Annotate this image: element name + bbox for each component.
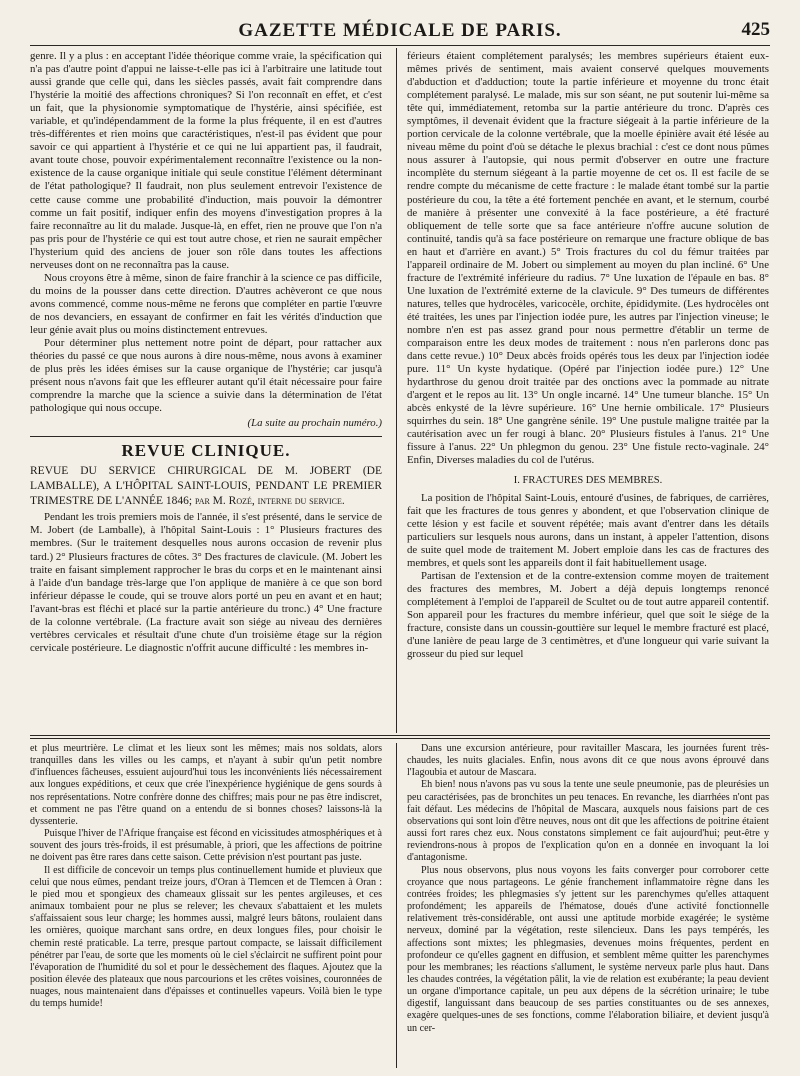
feuilleton-rule-thin [30, 738, 770, 739]
section-title: REVUE CLINIQUE. [121, 441, 291, 461]
upper-left-column [30, 50, 382, 734]
column-rule [396, 48, 397, 733]
subsection-heading: I. FRACTURES DES MEMBRES. [513, 474, 663, 486]
paragraph: La position de l'hôpital Saint-Louis, entouré d'usines, de fabriques, de carrières, fait que les fractures de tous genres y abondent, et que l'observation clinique de cette lésion y est facile et souvent répétée; mais avant d'entrer dans les détails particuliers sur lesquels nous aurons, dans un instant, à appeler l'attention, disons de suite quel mode de traitement M. Jobert emploie dans les cas de fractures des membres, et quels sont les appareils dont il fait habituellement usage. [407, 491, 769, 569]
section-divider [30, 436, 382, 437]
paragraph: genre. Il y a plus : en acceptant l'idée théorique comme vraie, la spécification qui n'a pas d'autre point d'appui ne laisse-t-elle pas ici à l'arbitraire une latitude tout aussi grande que celle qui, dans les siècles passés, avait fait comprendre dans l'hystérie la moitié des affections chroniques? Si l'on reconnaît en effet, et c'est un fait, que la physionomie symptomatique de l'hystérie, ainsi spécifiée, est variable, et qu'indépendamment de la forme la plus fréquente, il en est d'autres très-différentes et rien moins que caractéristiques, n'est-il pas évident que pour savoir ce qui appartient à l'hystérie et ce qui ne lui appartient pas, il faudrait, avant toute chose, pouvoir expérimentalement reconnaître l'existence ou la non-existence de la cause organique initiale qui seule constitue l'élément déterminant de l'état pathologique? Il faudrait, non plus seulement entrevoir l'existence de cette cause comme une probabilité d'induction, mais pouvoir la démontrer comme un fait positif, indiquer enfin des moyens d'investigation propres à la faire reconnaître au lit du malade. Jusque-là, en effet, rien ne prouve que l'on n'a pas pris pour de l'hystérie ce qui est tout autre chose, et rien ne saurait empêcher l'hysterium quid des anciens de jouer son rôle dans toutes les affections nerveuses dont on ne reconnaîtra pas la cause. [30, 50, 382, 271]
feuilleton-rule [30, 735, 770, 736]
paragraph: Eh bien! nous n'avons pas vu sous la tente une seule pneumonie, pas de pleurésies un peu caractérisées, pas de bronchites un peu tenaces. En revanche, les diarrhées n'ont pas fait défaut. Les médecins de l'hôpital de Mascara, auxquels nous faisions part de ces observations qui sont loin d'être neuves, nous ont dit que les affections de poitrine étaient aussi fort rares chez eux. Nous constatons simplement ce fait aujourd'hui; peut-être y reviendrons-nous à propos de l'explication qu'on en a donnée en invoquant la loi d'antagonisme. [407, 779, 769, 864]
paragraph: Puisque l'hiver de l'Afrique française est fécond en vicissitudes atmosphériques et à souvent des jours très-froids, il est présumable, à priori, que les affections de poitrine ne doivent pas être rares dans cette saison. Cette prévision n'est pourtant pas juste. [30, 828, 382, 864]
paragraph: Plus nous observons, plus nous voyons les faits converger pour corroborer cette croyance que nous partageons. Le génie franchement inflammatoire règne dans les contrées froides; les phlegmasies s'y jettent sur les parenchymes qu'elles attaquent profondément; les appareils de l'hématose, doués d'une activité fonctionnelle relativement très-considérable, ont aussi une aptitude morbide exagérée; le système nerveux, dominé par la végétation, reste silencieux. Dans les pays tempérés, les affections sont mixtes; les phlegmasies, devenues moins fréquentes, perdent en profondeur ce qu'elles gagnent en diffusion, et semblent même quitter les parenchymes pour les membranes; les réactions s'allument, le système nerveux parle plus haut. Dans les chaudes contrées, la végétation pâlit, la vie de relation est exubérante; la peau devient un organe d'importance capitale, un peu aux dépens de la sécrétion urinaire; le tube digestif, languissant dans beaucoup de ses parties constituantes ou de ses annexes, exagère quelques-unes de ses fonctions, comme l'élaboration biliaire, et devient jusqu'à un cer- [407, 864, 769, 1034]
journal-title: GAZETTE MÉDICALE DE PARIS. [238, 20, 562, 41]
header-rule [30, 45, 770, 46]
continued-note: (La suite au prochain numéro.) [247, 417, 382, 430]
paragraph: Pour déterminer plus nettement notre point de départ, pour rattacher aux théories du passé ce que nous aurons à dire nous-même, nous avons à examiner de plus près les idées émises sur la cause organique de l'hystérie; car jusqu'à présent nous n'avons fait que les effleurer autant qu'il était nécessaire pour faire comprendre la marche que la science a suivie dans la détermination de l'état pathologique qui nous occupe. [30, 337, 382, 415]
paragraph: Il est difficile de concevoir un temps plus continuellement humide et pluvieux que celui que nous eûmes, pendant treize jours, d'Oran à Tlemcen et de Tlemcen à Oran : le pied mou et spongieux des chameaux glissait sur les pentes argileuses, et ces animaux tombaient pour ne plus se relever; les chevaux s'abattaient et les mulets s'affaissaient sous leur charge; les hommes aussi, malgré leurs bâtons, roulaient dans les ornières, quoique marchant sans ordre, en deux longues files, pour choisir le chemin resté praticable. La terre, presque partout compacte, se laissait difficilement pénétrer par l'eau, de sorte que les moments où le ciel s'éclaircit ne suffirent point pour l'évaporation de l'humidité du sol et pour le dessèchement des flaques. Ajoutez que la position élevée des plateaux que nous parcourions et les crêtes voisines, couronnées de nuages, nous maintenaient dans d'épaisses et continuelles vapeurs. Voilà bien le type du temps humide! [30, 864, 382, 1010]
paragraph: et plus meurtrière. Le climat et les lieux sont les mêmes; mais nos soldats, alors tranquilles dans les villes ou les camps, et n'ayant à subir qu'un petit nombre d'influences fâcheuses, essuient aujourd'hui tous les inconvénients liés nécessairement aux longues expéditions, et ceux que crée l'inexpérience hygiénique de gens sourds à nos représentations. Notre confrère donne des chiffres; mais pour ne pas être indiscret, et comment ne pas l'être quand on a entendu de si bonnes choses? laissons-là la dyssenterie. [30, 743, 382, 827]
lower-left-column [30, 743, 382, 1068]
page-number: 425 [741, 19, 770, 40]
paragraph: Dans une excursion antérieure, pour ravitailler Mascara, les journées furent très-chaudes, les nuits glaciales. Enfin, nous avons dit ce que nous avons éprouvé dans l'Iagoubia et autour de Mascara. [407, 743, 769, 779]
paragraph: Nous croyons être à même, sinon de faire franchir à la science ce pas difficile, du moins de la pousser dans cette direction. D'autres achèveront ce que nous avons commencé, comme nous-même ne ferons que compléter en partie l'œuvre de nos devanciers, en essayant de confirmer en fait les vérités d'induction que leur génie avait plus ou moins distinctement entrevues. [30, 271, 382, 336]
column-rule-lower [396, 743, 397, 1068]
revue-heading: REVUE DU SERVICE CHIRURGICAL DE M. JOBERT (DE LAMBALLE), A L'HÔPITAL SAINT-LOUIS, PENDANT LE PREMIER TRIMESTRE DE L'ANNÉE 1846; par M. Rozé, interne du service. [30, 465, 382, 508]
lower-right-column [407, 743, 769, 1068]
paragraph: férieurs étaient complétement paralysés; les membres supérieurs étaient eux-mêmes privés de sentiment, mais avaient conservé quelques mouvements d'abduction et d'adduction; toute la partie inférieure et moyenne du tronc était complétement paralysé. Le malade, mis sur son séant, ne put soutenir lui-même sa tête qui, immédiatement, retomba sur la partie antérieure du tronc. D'après ces symptômes, il devenait évident que la fracture siégeait à la partie inférieure de la portion cervicale de la colonne vertébrale, que la moelle épinière avait été lésée au niveau même du point d'où se détache le plexus brachial : c'est ce dont nous pûmes nous assurer à l'autopsie, qui nous permit d'observer en outre une fracture incomplète du sternum siégeant à la partie moyenne de cet os. Il est facile de se rendre compte du mécanisme de cette fracture : le malade étant tombé sur la partie postérieure du cou, la tête a été fortement penchée en avant, et le sternum, courbé de manière à présenter une convexité à la face postérieure, a été fracturé obliquement de telle sorte que sa face antérieure n'offre aucune solution de continuité, tandis qu'à sa face postérieure on remarque une fracture oblique de bas en haut et d'arrière en avant.) 5° Trois fractures du col du fémur traitées par l'appareil ordinaire de M. Jobert ou simplement au moyen du plan incliné. 6° Une fracture de l'extrémité inférieure du radius. 7° Une luxation de l'épaule en bas. 8° Une luxation de l'extrémité externe de la clavicule. 9° Des tumeurs de différentes natures, telles que hydrocèles, varicocèle, orchite, épididymite. (Les hydrocèles ont été traitées, les unes par l'injection iodée pure, les autres par l'injection vineuse; le nombre n'en est pas assez grand pour nous permettre d'établir un terme de comparaison entre les deux modes de traitement : nous n'en parlerons donc pas dans cette revue.) 10° Deux abcès froids opérés tous les deux par l'injection iodée pure. 11° Un kyste hydatique. (Opéré par l'injection iodée pure.) 12° Une hydarthrose du genou droit traitée par des onctions avec la pommade au nitrate d'argent et le repos au lit. 13° Un ongle incarné. 14° Une tumeur blanche. 15° Un abcès enkysté de la lèvre supérieure. 16° Une hernie ombilicale. 17° Plusieurs squirrhes du sein. 18° Une gangrène sénile. 19° Une pustule maligne traitée par la cautérisation avec un fer rougi à blanc. 20° Plusieurs fistules à l'anus. 21° Une fissure à l'anus. 22° Un phlegmon du genou. 23° Une fistule recto-vaginale. 24° Enfin, Diverses maladies du col de l'utérus. [407, 50, 769, 467]
paragraph: Partisan de l'extension et de la contre-extension comme moyen de traitement des fractures des membres, M. Jobert a déjà depuis longtemps renoncé complétement à l'emploi de l'appareil de Scultet ou de tout autre appareil contentif. Son appareil pour les fractures du membre inférieur, quel que soit le siége de la fracture, consiste dans un coussin-gouttière sur lequel le membre fracturé est placé, d'une lanière de peau large de 3 centimètres, et d'une longueur qui varie suivant la grosseur du pied sur lequel [407, 569, 769, 661]
paragraph: Pendant les trois premiers mois de l'année, il s'est présenté, dans le service de M. Jobert (de Lamballe), à l'hôpital Saint-Louis : 1° Plusieurs fractures des membres. (Sur le traitement desquelles nous aurons occasion de revenir plus tard.) 2° Plusieurs fractures de côtes. 3° Des fractures de clavicule. (M. Jobert les traite en faisant simplement rapprocher le bras du corps et en le maintenant ainsi à l'aide d'un bandage très-large que l'on applique de manière à ce que son bord inférieur dépasse le coude, qui se trouve alors porté un peu en avant et en haut; l'avant-bras est fléchi et placé sur la partie antérieure du tronc.) 4° Une fracture de la colonne vertébrale. (La fracture avait son siége au niveau des dernières vertèbres cervicales et résultait d'une chute d'un troisième étage sur la région cervicale postérieure. Le diagnostic n'offrit aucune difficulté : les membres in- [30, 511, 382, 654]
upper-right-column [407, 50, 769, 734]
page-header [30, 20, 770, 42]
